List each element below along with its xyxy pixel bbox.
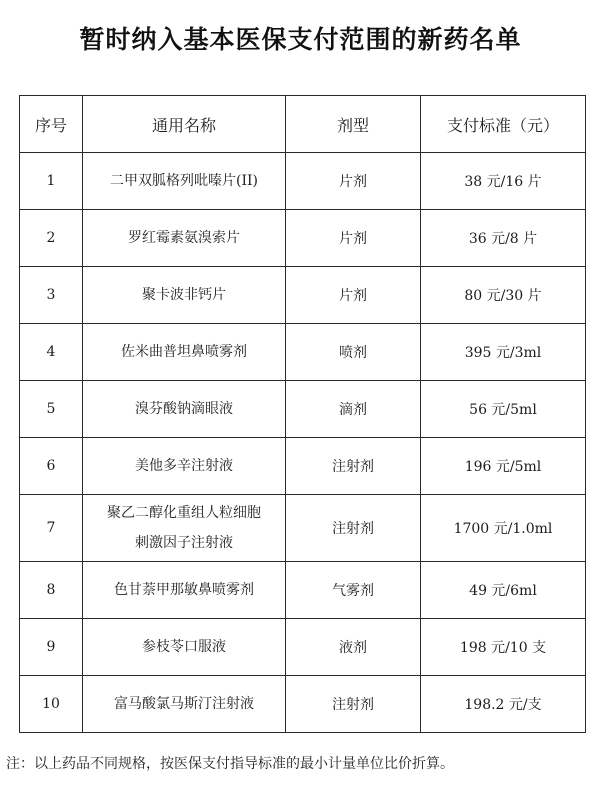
dosage-form: 注射剂	[286, 438, 421, 495]
payment-standard: 198 元/10 支	[421, 619, 586, 676]
table-row	[20, 619, 586, 676]
payment-standard: 395 元/3ml	[421, 324, 586, 381]
payment-standard: 198.2 元/支	[421, 676, 586, 733]
table-row	[20, 562, 586, 619]
payment-standard: 56 元/5ml	[421, 381, 586, 438]
table-row	[20, 153, 586, 210]
header-number: 序号	[20, 96, 83, 153]
dosage-form: 喷剂	[286, 324, 421, 381]
drug-name	[83, 381, 286, 438]
table-row	[20, 381, 586, 438]
table-row	[20, 438, 586, 495]
drug-name-line: 罗红霉素氨溴索片	[128, 230, 240, 246]
drug-name	[83, 153, 286, 210]
row-number: 7	[20, 495, 83, 562]
header-dosage-form: 剂型	[286, 96, 421, 153]
row-number: 6	[20, 438, 83, 495]
dosage-form: 片剂	[286, 267, 421, 324]
drug-name-line: 美他多辛注射液	[135, 458, 233, 474]
drug-name	[83, 324, 286, 381]
row-number: 4	[20, 324, 83, 381]
row-number: 9	[20, 619, 83, 676]
dosage-form: 气雾剂	[286, 562, 421, 619]
payment-standard: 80 元/30 片	[421, 267, 586, 324]
drug-name-line: 刺激因子注射液	[135, 535, 233, 551]
dosage-form: 注射剂	[286, 495, 421, 562]
page-title: 暂时纳入基本医保支付范围的新药名单	[79, 25, 522, 54]
table-row	[20, 210, 586, 267]
drug-name	[83, 438, 286, 495]
drug-name	[83, 495, 286, 562]
row-number: 2	[20, 210, 83, 267]
table-row	[20, 267, 586, 324]
drug-name-line: 富马酸氯马斯汀注射液	[114, 696, 254, 712]
drug-name-line: 溴芬酸钠滴眼液	[135, 401, 233, 417]
table-body	[20, 153, 586, 733]
header-generic-name: 通用名称	[83, 96, 286, 153]
drug-name	[83, 210, 286, 267]
drug-name	[83, 267, 286, 324]
drug-name-line: 聚乙二醇化重组人粒细胞	[107, 505, 261, 521]
payment-standard: 49 元/6ml	[421, 562, 586, 619]
table-header-row	[20, 96, 586, 153]
table-row	[20, 324, 586, 381]
drug-name	[83, 562, 286, 619]
payment-standard: 196 元/5ml	[421, 438, 586, 495]
row-number: 1	[20, 153, 83, 210]
payment-standard: 1700 元/1.0ml	[421, 495, 586, 562]
payment-standard: 38 元/16 片	[421, 153, 586, 210]
dosage-form: 液剂	[286, 619, 421, 676]
drug-list-table	[19, 95, 586, 733]
dosage-form: 滴剂	[286, 381, 421, 438]
drug-name-line: 二甲双胍格列吡嗪片(II)	[110, 173, 258, 189]
dosage-form: 注射剂	[286, 676, 421, 733]
table-row	[20, 495, 586, 562]
row-number: 10	[20, 676, 83, 733]
drug-name-line: 参枝苓口服液	[142, 639, 226, 655]
payment-standard: 36 元/8 片	[421, 210, 586, 267]
footnote: 注：以上药品不同规格，按医保支付指导标准的最小计量单位比价折算。	[6, 756, 454, 772]
dosage-form: 片剂	[286, 210, 421, 267]
row-number: 5	[20, 381, 83, 438]
drug-name	[83, 619, 286, 676]
drug-name-line: 佐米曲普坦鼻喷雾剂	[121, 344, 247, 360]
dosage-form: 片剂	[286, 153, 421, 210]
row-number: 3	[20, 267, 83, 324]
drug-name-line: 色甘萘甲那敏鼻喷雾剂	[114, 582, 254, 598]
row-number: 8	[20, 562, 83, 619]
header-payment-standard: 支付标准（元）	[421, 96, 586, 153]
drug-name	[83, 676, 286, 733]
drug-name-line: 聚卡波非钙片	[142, 287, 226, 303]
table-row	[20, 676, 586, 733]
